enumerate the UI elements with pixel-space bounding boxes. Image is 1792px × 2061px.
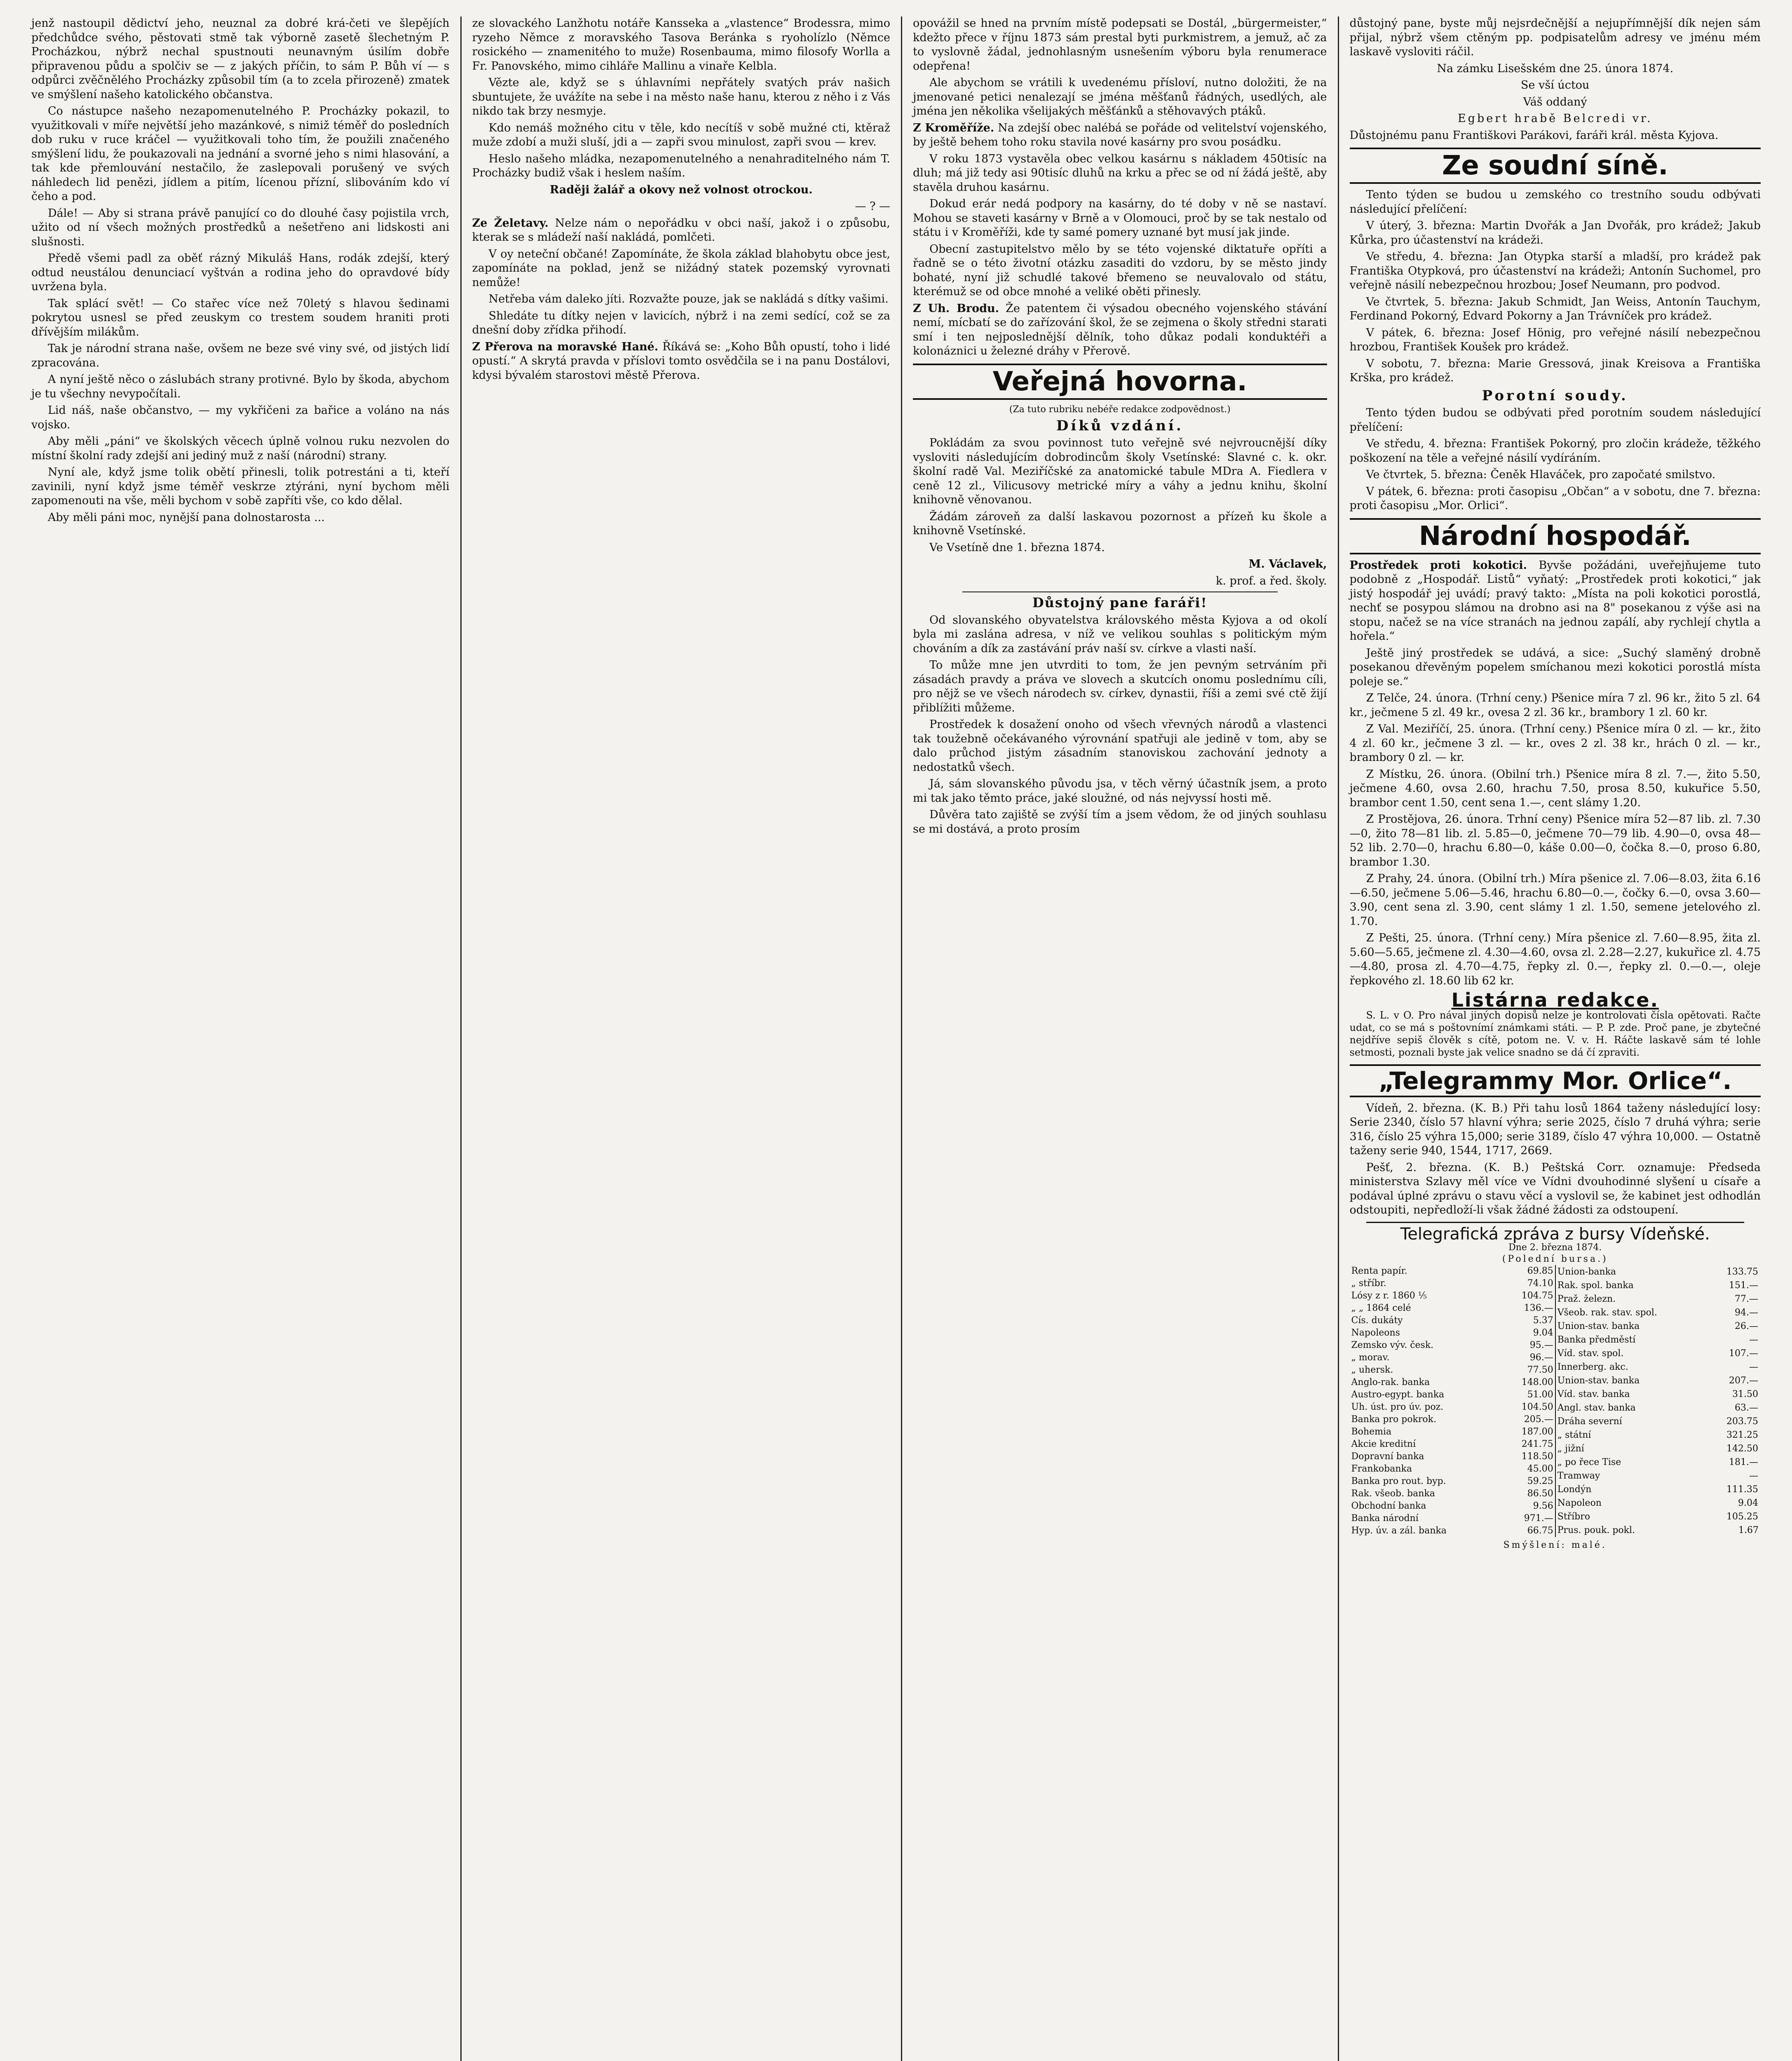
bursa-security: Praž. železn.	[1557, 1293, 1616, 1304]
bursa-security: „ morav.	[1351, 1352, 1390, 1363]
letter-salutation: Důstojný pane faráři!	[1032, 595, 1208, 610]
bursa-security: Uh. úst. pro úv. poz.	[1351, 1402, 1444, 1412]
bursa-security: „ po řece Tise	[1557, 1457, 1621, 1467]
paragraph: Nelze nám o nepořádku v obci naší, jakož i o způsobu, kterak se s mládeží naší nakládá, pomlčeti.	[472, 216, 890, 244]
bursa-security: „ stříbr.	[1351, 1278, 1386, 1289]
section-title-listarna: Listárna redakce.	[1451, 989, 1659, 1011]
bursa-price: 105.25	[1726, 1511, 1758, 1522]
paragraph: Kdo nemáš možného citu v těle, kdo necítíš v sobě mužné cti, ktěraž muže zdobí a muži sluší, jdi a — zapři svou minulost, zapři svou — krev.	[472, 121, 890, 148]
bursa-security: Víd. stav. spol.	[1557, 1348, 1624, 1359]
article-heading: Ze Želetavy.	[472, 216, 549, 230]
column-2	[462, 16, 903, 2061]
bursa-price: 205.—	[1524, 1414, 1553, 1425]
bursa-price: 77.50	[1527, 1365, 1553, 1375]
paragraph: Aby měli páni moc, nynější pana dolnostarosta ...	[48, 511, 325, 524]
bursa-security: „ jižní	[1557, 1443, 1584, 1454]
bursa-security: Lósy z r. 1860 ⅕	[1351, 1291, 1427, 1301]
market-report: Z Telče, 24. února. (Trhní ceny.) Pšenice míra 7 zl. 96 kr., žito 5 zl. 64 kr., ječmene 5 zl. 49 kr., ovesa 2 zl. 36 kr., brambory 1 zl. 60 kr.	[1349, 692, 1761, 719]
bursa-row	[1350, 1438, 1555, 1451]
paragraph: Heslo našeho mládka, nezapomenutelného a nenahraditelného nám T. Procházky budiž však i heslem naším.	[472, 152, 890, 179]
bursa-security: Rak. všeob. banka	[1351, 1488, 1435, 1499]
bursa-row	[1555, 1292, 1760, 1306]
paragraph: Ale abychom se vrátili k uvedenému přísloví, nutno doložiti, že na jmenované petici nenalezají se jména měšťanů řádných, usedlých, ale jména jen několika všelijakých měšťánků a stěhovavých ptáků.	[913, 76, 1327, 117]
bursa-price: 95.—	[1529, 1340, 1553, 1350]
signature-title: k. prof. a řed. školy.	[1215, 574, 1327, 587]
bursa-row	[1555, 1442, 1760, 1455]
paragraph: Prostředek k dosažení onoho od všech vřevných národů a vlastenci tak toužebně očekávaného výrovnání spatřuji ale jedině v tom, aby se dalo průchod jistým zásadním stanoviskou zachování jednoty a nedostatků všech.	[913, 718, 1327, 774]
paragraph: Shledáte tu dítky nejen v lavicích, nýbrž i na zemi sedící, což se za dnešní doby zřídka přihodí.	[472, 309, 890, 336]
paragraph: Tento týden budou se odbývati před porotním soudem následující přelíčení:	[1349, 406, 1761, 434]
paragraph: Raději žalář a okovy než volnost otrockou.	[549, 183, 813, 196]
bursa-price: —	[1749, 1361, 1758, 1372]
market-report: Z Místku, 26. února. (Obilní trh.) Pšenice míra 8 zl. 7.—, žito 5.50, ječmene 4.60, ovsa 2.60, hrachu 7.50, prosa 8.50, kukuřice 5.50, brambor cent 1.50, cent sena 1.—, cent slámy 1.20.	[1349, 768, 1761, 809]
paragraph: To může mne jen utvrditi to tom, že jen pevným setrváním při zásadách pravdy a práva ve slovech a skutcích onomu poslednímu cíli, pro nějž se ve všech národech sv. církev, dynastii, říši a zemi své ctě žijí přiblížiti můžeme.	[913, 659, 1327, 714]
signature: M. Václavek,	[1248, 558, 1327, 570]
bursa-table-right	[1555, 1265, 1761, 1537]
bursa-price: 321.25	[1726, 1430, 1758, 1440]
bursa-price: 94.—	[1735, 1307, 1758, 1318]
paragraph: Důvěra tato zajiště se zvýší tím a jsem vědom, že od jiných souhlasu se mi dostává, a proto prosím	[913, 808, 1327, 836]
section-title-soudni: Ze soudní síně.	[1350, 148, 1761, 184]
bursa-row	[1555, 1319, 1760, 1333]
dateline: Ve Vsetíně dne 1. března 1874.	[929, 541, 1105, 554]
bursa-date: Dne 2. března 1874.	[1508, 1242, 1602, 1253]
bursa-row	[1350, 1327, 1555, 1339]
paragraph: Tak je národní strana naše, ovšem ne beze své viny své, od jistých lidí zpracována.	[31, 342, 450, 369]
article-heading: Z Kroměříže.	[913, 121, 995, 134]
paragraph: Aby měli „páni“ ve školských věcech úplně volnou ruku nezvolen do místní školní rady zdejší ani jediný muž z naší (národní) strany.	[31, 435, 450, 462]
paragraph: Od slovanského obyvatelstva královského města Kyjova a od okolí byla mi zaslána adresa, v níž ve velikou souhlas s politickým mým chováním a dík za zastávání práv naší sv. církve a vlasti naší.	[913, 613, 1327, 655]
dateline: Na zámku Lisešském dne 25. února 1874.	[1437, 62, 1674, 75]
bursa-row	[1350, 1488, 1555, 1500]
bursa-row	[1350, 1376, 1555, 1389]
bursa-row	[1350, 1475, 1555, 1488]
paragraph: Netřeba vám daleko jíti. Rozvažte pouze, jak se nakládá s dítky vašimi.	[488, 293, 889, 305]
bursa-price: 133.75	[1726, 1266, 1758, 1277]
bursa-security: Banka pro pokrok.	[1351, 1414, 1436, 1425]
bursa-price: 66.75	[1527, 1526, 1553, 1536]
bursa-security: Všeob. rak. stav. spol.	[1557, 1307, 1657, 1318]
bursa-price: 51.00	[1527, 1390, 1553, 1400]
market-report: Z Val. Meziříčí, 25. února. (Trhní ceny.) Pšenice míra 0 zl. — kr., žito 4 zl. 60 kr., ječmene 3 zl. — kr., oves 2 zl. 38 kr., hrách 0 zl. — kr., brambory 0 zl. — kr.	[1349, 723, 1761, 764]
column-4	[1339, 16, 1772, 2061]
market-report: Z Prostějova, 26. února. Trhní ceny) Pšenice míra 52—87 lib. zl. 7.30—0, žito 78—81 lib. zl. 5.85—0, ječmene 70—79 lib. 4.90—0, ovsa 48—52 lib. 2.70—0, hrachu 6.80—0, káše 0.00—0, čočka 8.—0, proso 6.80, brambor 1.30.	[1349, 813, 1761, 869]
bursa-row	[1555, 1306, 1760, 1319]
bursa-row	[1555, 1333, 1760, 1347]
paragraph: Ještě jiný prostředek se udává, a sice: „Suchý slaměný drobně posekanou dřevěným popelem smíchanou mezi kokotici porostlá místa poleje se.“	[1349, 646, 1761, 688]
paragraph: Vídeň, 2. března. (K. B.) Při tahu losů 1864 taženy následující losy: Serie 2340, číslo 57 hlavní výhra; serie 2025, číslo 7 druhá výhra; serie 316, číslo 25 výhra 15,000; serie 3189, číslo 47 výhra 10,000. — Ostatně taženy serie 940, 1544, 1717, 2669.	[1349, 1101, 1761, 1157]
section-title-hospodar: Národní hospodář.	[1350, 518, 1761, 554]
bursa-price: 142.50	[1726, 1443, 1758, 1454]
bursa-security: Akcie kreditní	[1351, 1439, 1416, 1449]
bursa-row	[1350, 1463, 1555, 1475]
paragraph: Ve středu, 4. března: František Pokorný, pro zločin krádeže, těžkého poškození na těle a veřejné násilí vydíráním.	[1349, 437, 1761, 465]
bursa-price: 63.—	[1735, 1402, 1758, 1413]
bursa-security: Zemsko výv. česk.	[1351, 1340, 1434, 1350]
paragraph: Vězte ale, když se s úhlavními nepřátely svatých práv našich sbuntujete, že uvážíte na sebe i na město naše hanu, kterou z něho i z Vás nikdo tak brzy nesmyje.	[472, 76, 890, 117]
bursa-security: Anglo-rak. banka	[1351, 1377, 1430, 1387]
bursa-row	[1350, 1389, 1555, 1401]
bursa-price: 74.10	[1527, 1278, 1553, 1289]
bursa-price: 9.56	[1533, 1501, 1553, 1511]
article-heading: Prostředek proti kokotici.	[1349, 559, 1527, 572]
bursa-price: 1.67	[1738, 1525, 1759, 1535]
bursa-security: Banka pro rout. byp.	[1351, 1476, 1446, 1486]
bursa-row	[1350, 1413, 1555, 1426]
bursa-security: Napoleon	[1557, 1498, 1602, 1508]
bursa-row	[1555, 1428, 1760, 1442]
paragraph: opovážil se hned na prvním místě podepsati se Dostál, „bürgermeister,“ kdežto přece v říjnu 1873 sám prestal byti purkmistrem, a jemuž, ač za to vyslovně žádal, jednohlasným usnešením výboru byla renumerace odepřena!	[913, 17, 1327, 73]
paragraph: Co nástupce našeho nezapomenutelného P. Procházky pokazil, to využitkovali v míře největší jeho mazánkové, s nimiž téměř do posledních dob ruku v ruce kráčel — využitkovali toho tím, že použili značeného smýšlení lidu, že poukazovali na jednání a svorné jeho s nimi hlasování, a tak kde přemlouvání nestačilo, že zaslepovali porušený ve svých náhledech lid penězi, jídlem a pitím, lícenou přízní, slibováním kdo ví čeho a pod.	[31, 105, 450, 203]
subsection-title: Porotní soudy.	[1482, 387, 1628, 404]
article-heading: Z Přerova na moravské Hané.	[472, 340, 659, 353]
bursa-security: „ státní	[1557, 1430, 1591, 1440]
bursa-price: 59.25	[1527, 1476, 1553, 1486]
bursa-security: Renta papír.	[1351, 1266, 1407, 1276]
bursa-row	[1555, 1510, 1760, 1523]
paragraph: Byvše požádáni, uveřejňujeme tuto podobně z „Hospodář. Listů“ vyňatý: „Prostředek proti kokotici,“ jak jistý hospodář jej uvádí; pravý takto: „Místa na poli kokotici porostlá, nechť se posypou slámou na drobno asi na 8" posekanou z výše asi na stopu, načež se na více stranách na jednou zapálí, aby rychlejí chytla a hořela.“	[1349, 559, 1761, 643]
bursa-price: 241.75	[1521, 1439, 1553, 1449]
bursa-row	[1555, 1415, 1760, 1428]
paragraph: Ve čtvrtek, 5. března: Čeněk Hlaváček, pro započaté smilstvo.	[1366, 468, 1716, 481]
bursa-row	[1350, 1302, 1555, 1315]
bursa-price: 9.04	[1533, 1328, 1553, 1338]
bursa-security: Londýn	[1557, 1484, 1592, 1495]
bursa-security: Angl. stav. banka	[1557, 1402, 1636, 1413]
bursa-row	[1555, 1265, 1760, 1279]
paragraph: Tak splácí svět! — Co stařec více než 70letý s hlavou šedinami pokrytou usnesl se před zeuskym co trestem soudem hraniti proti dřívějším milákům.	[31, 297, 450, 338]
bursa-security: Napoleons	[1351, 1328, 1400, 1338]
paragraph: V sobotu, 7. března: Marie Gressová, jinak Kreisova a Františka Krška, pro krádež.	[1349, 357, 1761, 384]
bursa-price: —	[1749, 1470, 1758, 1481]
subsection-title: Díků vzdání.	[1056, 417, 1184, 434]
paragraph: Dále! — Aby si strana právě panující co do dlouhé časy pojistila vrch, užito od ní všech možných prostředků a nešetřeno ani lidskosti ani slušnosti.	[31, 207, 450, 248]
bursa-row	[1350, 1512, 1555, 1525]
column-3	[902, 16, 1339, 2061]
paragraph: důstojný pane, byste můj nejsrdečnější a nejupřímnější dík nejen sám přijal, nýbrž všem ctěným pp. podpisatelům adresy ve jménu mém laskavě vysloviti ráčil.	[1349, 17, 1761, 58]
bursa-row	[1555, 1483, 1760, 1496]
bursa-price: 69.85	[1527, 1266, 1553, 1276]
bursa-security: „ „ 1864 celé	[1351, 1303, 1411, 1313]
bursa-subtitle: (Polední bursa.)	[1502, 1254, 1608, 1264]
bursa-row	[1350, 1525, 1555, 1537]
paragraph: jenž nastoupil dědictví jeho, neuznal za dobré krá-četi ve šlepějích předchůdce svého, pěstovati stmě tak výborně zasetě šlechetným P. Procházkou, nýbrž nechal spustnouti neunavným úsilím dobře připravenou půdu a spolčiv se — z jakých příčin, to sám P. Bůh ví — s odpůrci zvěčnělého Procházky způsobil tím (a to zcela přirozeně) zmatek ve smýšlení našeho katolického občanstva.	[31, 17, 450, 101]
bursa-row	[1350, 1426, 1555, 1438]
bursa-row	[1350, 1451, 1555, 1463]
bursa-price: 104.75	[1521, 1291, 1553, 1301]
bursa-price: 31.50	[1732, 1389, 1758, 1399]
bursa-table-left	[1350, 1265, 1555, 1537]
bursa-row	[1350, 1290, 1555, 1302]
bursa-row	[1350, 1401, 1555, 1413]
paragraph: Já, sám slovanského původu jsa, v těch věrný účastník jsem, a proto mi tak jako těmto práce, jaké sloužné, od nás nejvyssí hosti mě.	[913, 777, 1327, 805]
bursa-price: 118.50	[1521, 1451, 1553, 1462]
bursa-security: Bohemia	[1351, 1427, 1392, 1437]
bursa-row	[1555, 1523, 1760, 1537]
paragraph: Dokud erár nedá podpory na kasárny, do té doby v ně se nastaví. Mohou se staveti kasárny v Brně a v Olomouci, proč by se tak nestalo od státu i v Kroměříži, kde ty samé pomery uznané byt musí jak jinde.	[913, 197, 1327, 239]
bursa-security: Innerberg. akc.	[1557, 1361, 1628, 1372]
bursa-security: Obchodní banka	[1351, 1501, 1426, 1511]
section-title-bursa: Telegrafická zpráva z bursy Vídeňské.	[1400, 1224, 1710, 1244]
bursa-row	[1555, 1347, 1760, 1360]
bursa-row	[1350, 1364, 1555, 1376]
bursa-security: Dopravní banka	[1351, 1451, 1424, 1462]
bursa-price: 26.—	[1735, 1321, 1758, 1331]
paragraph: A nyní ještě něco o záslubách strany protivné. Bylo by škoda, abychom je tu všechny nevypočítali.	[31, 373, 450, 400]
paragraph: Nyní ale, když jsme tolik obětí přinesli, tolik potrestáni a ti, kteří zavinili, nyní když jsme téměř veskrze ztýráni, nyní bychom měli zapomenouti na vše, měli bychom v sobě zapříti vše, co kdo dělal.	[31, 466, 450, 507]
bursa-security: Dráha severní	[1557, 1416, 1622, 1427]
bursa-price: 971.—	[1524, 1513, 1553, 1523]
paragraph: Na zdejší obec nalébá se pořáde od velitelství vojenského, by ještě behem toho roku stavila nové kasárny pro svou posádku.	[913, 121, 1327, 148]
bursa-price: 107.—	[1729, 1348, 1758, 1359]
bursa-security: Union-stav. banka	[1557, 1375, 1640, 1386]
bursa-row	[1555, 1496, 1760, 1510]
bursa-security: Stříbro	[1557, 1511, 1590, 1522]
bursa-price: 151.—	[1729, 1280, 1758, 1291]
column-1	[21, 16, 462, 2061]
paragraph: ze slovackého Lanžhotu notáře Kansseka a „vlastence“ Brodessra, mimo ryzeho Němce z moravského Tasova Beránka s ryoholízlo (Němce rosického — znamenitého to muže) Rosenbauma, mimo filosofy Worlla a Fr. Panovského, mimo cihláře Mallinu a vinaře Kelbla.	[472, 17, 890, 73]
section-title-hovorna: Veřejná hovorna.	[913, 364, 1327, 400]
bursa-security: Víd. stav. banka	[1557, 1389, 1630, 1399]
bursa-row	[1555, 1387, 1760, 1401]
bursa-price: 9.04	[1738, 1498, 1758, 1508]
bursa-security: Prus. pouk. pokl.	[1557, 1525, 1635, 1535]
bursa-row	[1555, 1279, 1760, 1292]
bursa-row	[1350, 1265, 1555, 1277]
paragraph: Že patentem či výsadou obecného vojenského stávání nemí, mícbatí se do zařízování škol, že se zejmena o školy středni starati smí i ten nejposlednější dělník, toho důkaz podali konduktéři a kolonáznici u železné dráhy v Přerově.	[913, 302, 1327, 357]
paragraph: Ve čtvrtek, 5. března: Jakub Schmidt, Jan Weiss, Antonín Tauchym, Ferdinand Pokorný, Edvard Pokorny a Jan Trávníček pro krádež.	[1349, 295, 1761, 322]
bursa-row	[1350, 1315, 1555, 1327]
addressee: Důstojnému panu Františkovi Parákovi, faráři král. města Kyjova.	[1349, 129, 1719, 142]
bursa-price: 136.—	[1524, 1303, 1553, 1313]
bursa-row	[1555, 1374, 1760, 1387]
paragraph: Obecní zastupitelstvo mělo by se této vojenské diktatuře opříti a řadně se o této životní otázku zasaditi do vzdoru, by se město jindy bohaté, nyní již schudlé takové břemeno se neuvalovalo od státu, kterémuž se od obce mnohé a veliké oběti přinesly.	[913, 242, 1327, 298]
paragraph: S. L. v O. Pro nával jiných dopisů nelze je kontrolovati čísla opětovati. Račte udat, co se má s poštovnímí známkami státi. — P. P. zde. Proč pane, je zbytečné nejdříve sepiš člověk s cítě, potom ne. V. v. H. Ráčte laskavě sám té lohle setmosti, poznali byste jak velice snadno se dá čí zpraviti.	[1349, 1009, 1761, 1058]
paragraph: V oy neteční občané! Zapomínáte, že škola základ blahobytu obce jest, zapomínáte na poklad, jenž se nižádný statek pozemský vyrovnati nemůže!	[472, 247, 890, 289]
paragraph: Předě všemi padl za oběť rázný Mikuláš Hans, rodák zdejší, který odtud neustálou denunciací vyštván a rodina jeho do opravdové bídy uvržena byla.	[31, 252, 450, 293]
paragraph: Tento týden se budou u zemského co trestního soudu odbývati následující přelíčení:	[1349, 188, 1761, 216]
bursa-row	[1555, 1455, 1760, 1469]
bursa-security: Union-stav. banka	[1557, 1321, 1640, 1331]
bursa-row	[1555, 1401, 1760, 1415]
bursa-price: 5.37	[1533, 1315, 1553, 1326]
bursa-security: Union-banka	[1557, 1266, 1616, 1277]
closing: Váš oddaný	[1523, 95, 1587, 108]
bursa-security: Cís. dukáty	[1351, 1315, 1403, 1326]
market-report: Z Prahy, 24. února. (Obilní trh.) Míra pšenice zl. 7.06—8.03, žita 6.16—6.50, ječmene 5.06—5.46, hrachu 6.80—0.—, čočky 6.—0, ovsa 3.60—3.90, cent sena zl. 3.90, cent slámy 1 zl. 1.50, semene jetelového zl. 1.70.	[1349, 872, 1761, 928]
bursa-mood: Smýšlení: malé.	[1503, 1540, 1607, 1550]
bursa-price: 111.35	[1726, 1484, 1758, 1495]
bursa-security: Banka předměstí	[1557, 1334, 1636, 1345]
bursa-price: 77.—	[1735, 1293, 1758, 1304]
bursa-security: Banka národní	[1351, 1513, 1419, 1523]
signature: Egbert hrabě Belcredi vr.	[1457, 112, 1653, 125]
paragraph: V úterý, 3. března: Martin Dvořák a Jan Dvořák, pro krádež; Jakub Kůrka, pro účastenství na krádeži.	[1349, 219, 1761, 246]
bursa-price: 187.00	[1521, 1427, 1553, 1437]
bursa-table	[1350, 1265, 1761, 1537]
closing: Se vší úctou	[1521, 79, 1590, 92]
bursa-row	[1350, 1277, 1555, 1290]
signature: — ? —	[855, 200, 890, 213]
bursa-price: 181.—	[1729, 1457, 1758, 1467]
bursa-price: 104.50	[1521, 1402, 1553, 1412]
bursa-price: 207.—	[1729, 1375, 1758, 1386]
bursa-row	[1350, 1352, 1555, 1364]
article-heading: Z Uh. Brodu.	[913, 302, 999, 315]
bursa-row	[1555, 1469, 1760, 1483]
paragraph: V pátek, 6. března: Josef Hönig, pro veřejné násilí nebezpečnou hrozbou, František Koušek pro krádež.	[1349, 326, 1761, 353]
bursa-security: „ uhersk.	[1351, 1365, 1393, 1375]
section-note: (Za tuto rubriku nebéře redakce zodpovědnost.)	[1009, 404, 1231, 415]
bursa-price: 45.00	[1527, 1464, 1553, 1474]
bursa-security: Frankobanka	[1351, 1464, 1412, 1474]
bursa-row	[1350, 1339, 1555, 1352]
market-report: Z Pešti, 25. února. (Trhní ceny.) Míra pšenice zl. 7.60—8.95, žita zl. 5.60—5.65, ječmene zl. 4.30—4.60, ovsa zl. 2.28—2.27, kukuřice zl. 4.75—4.80, prosa zl. 4.70—4.75, řepky zl. 0.—, řepky zl. 0.—0.—, oleje řepkového zl. 18.60 lib 62 kr.	[1349, 932, 1761, 987]
bursa-price: —	[1749, 1334, 1758, 1345]
bursa-price: 203.75	[1726, 1416, 1758, 1427]
bursa-row	[1350, 1500, 1555, 1512]
paragraph: Žádám zároveň za další laskavou pozornost a přízeň ku škole a knihovně Vsetínské.	[913, 510, 1327, 537]
paragraph: Pokládám za svou povinnost tuto veřejně své nejvroucnější díky vysloviti následujícím dobrodincům školy Vsetínské: Slavné c. k. okr. školní radě Val. Meziříčské za anatomické tabule MDra A. Fiedlera v ceně 12 zl., Vilicusovy metrické míry a váhy a jednu knihu, školní knihovně věnovanou.	[913, 437, 1327, 506]
bursa-security: Hyp. úv. a zál. banka	[1351, 1526, 1447, 1536]
paragraph: Říkává se: „Koho Bůh opustí, toho i lidé opustí.“ A skrytá pravda v příslovi tomto osvědčila se i na panu Dostálovi, kdysi bývalém starostovi městě Přerova.	[472, 340, 890, 382]
bursa-security: Tramway	[1557, 1470, 1600, 1481]
bursa-price: 96.—	[1529, 1352, 1553, 1363]
section-title-telegrammy: „Telegrammy Mor. Orlice“.	[1350, 1064, 1761, 1097]
paragraph: Lid náš, naše občanstvo, — my vykřičeni za bařice a voláno na nás vojsko.	[31, 404, 450, 431]
bursa-price: 148.00	[1521, 1377, 1553, 1387]
paragraph: Ve středu, 4. března: Jan Otypka starší a mladší, pro krádež pak Františka Otypková, pro účastenství na krádeži; Antonín Suchomel, pro veřejně násilí nebezpečnou hrozbou; Josef Neumann, pro podvod.	[1349, 250, 1761, 291]
bursa-security: Rak. spol. banka	[1557, 1280, 1634, 1291]
bursa-security: Austro-egypt. banka	[1351, 1390, 1445, 1400]
paragraph: V roku 1873 vystavěla obec velkou kasárnu s nákladem 450tisíc na dluh; má již tedy asi 90tisíc dluhů na krku a přec se od ní žádá ještě, aby stavěla druhou kasárnu.	[913, 152, 1327, 194]
paragraph: V pátek, 6. března: proti časopisu „Občan“ a v sobotu, dne 7. března: proti časopisu „Mor. Orlici“.	[1349, 485, 1761, 512]
paragraph: Pešť, 2. března. (K. B.) Peštská Corr. oznamuje: Předseda ministerstva Szlavy měl více ve Vídni dvouhodinné slyšení u císaře a podával úplné zprávu o stavu věcí a vyslovil se, že kabinet jest odhodlán odstoupiti, nepředloží-li však žádné žádosti za odstoupení.	[1349, 1161, 1761, 1216]
bursa-row	[1555, 1360, 1760, 1374]
bursa-price: 86.50	[1527, 1488, 1553, 1499]
